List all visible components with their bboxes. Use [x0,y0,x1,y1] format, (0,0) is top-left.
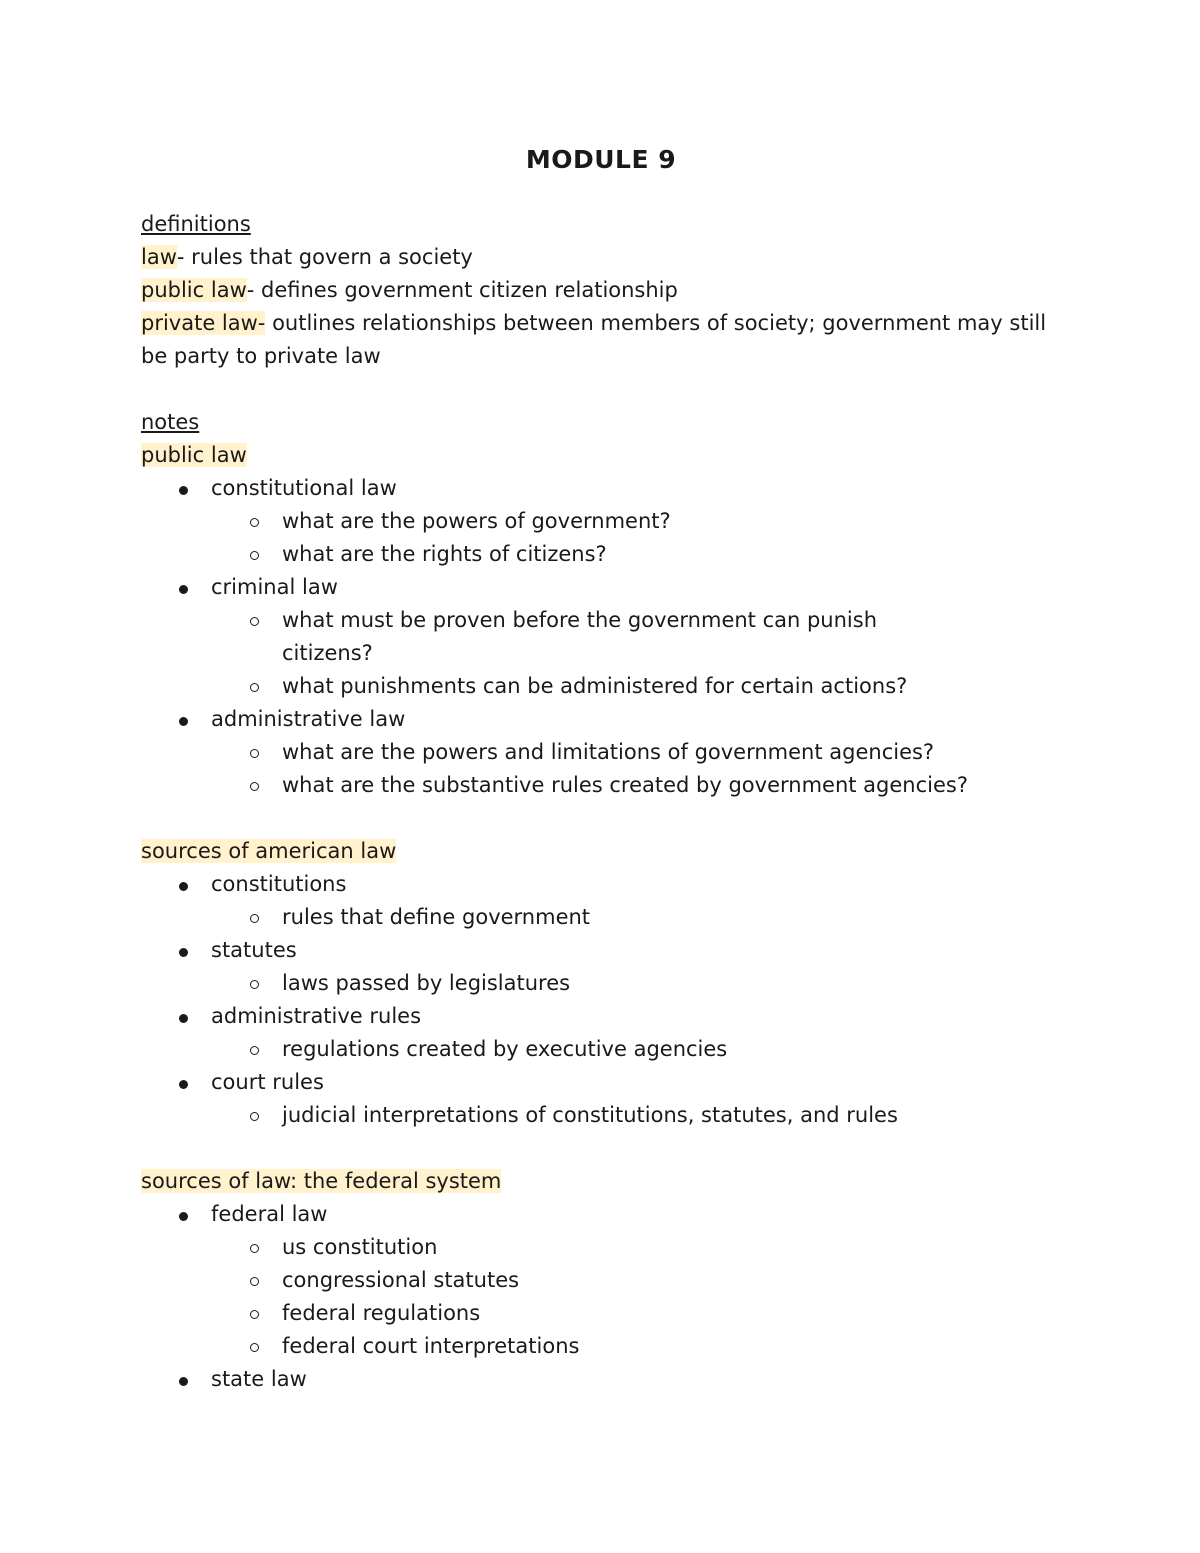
hollow-bullet-icon [250,1277,259,1286]
sub-list-item-label: what must be proven before the government can punish citizens? [282,608,878,665]
definition-text: defines government citizen relationship [261,278,678,302]
sub-list-item [141,538,1061,571]
definitions-section [141,208,1061,241]
hollow-bullet-icon [250,551,259,560]
hollow-bullet-icon [250,683,259,692]
definition-term: private law- [141,311,266,335]
list-item-label: criminal law [211,575,338,599]
sub-list-item [141,1033,1061,1066]
spacer [141,1132,1061,1165]
sub-list-item [141,1264,1061,1297]
hollow-bullet-icon [250,1244,259,1253]
sub-list-item-label: congressional statutes [282,1268,520,1292]
hollow-bullet-icon [250,749,259,758]
definition-separator: - [176,245,192,269]
spacer [141,802,1061,835]
hollow-bullet-icon [250,782,259,791]
list-item-label: state law [211,1367,307,1391]
sub-list-item-label: federal regulations [282,1301,481,1325]
sub-list-item [141,967,1061,1000]
sub-list-item [141,1297,1061,1330]
list-item-label: constitutions [211,872,347,896]
hollow-bullet-icon [250,1046,259,1055]
sources-american-subheading-row [141,835,1061,868]
document-page [141,138,1061,1396]
list-item-label: statutes [211,938,297,962]
definition-private-law [141,307,1061,373]
hollow-bullet-icon [250,1112,259,1121]
sub-list-item-label: what are the powers and limitations of government agencies? [282,740,935,764]
list-item [141,1066,1061,1099]
bullet-icon [179,1014,188,1023]
sub-list-item-label: what are the powers of government? [282,509,671,533]
sub-list-item [141,1099,1061,1132]
sub-list-item [141,505,1061,538]
sub-list-item-label: federal court interpretations [282,1334,580,1358]
bullet-icon [179,1212,188,1221]
list-item [141,571,1061,604]
list-item-label: constitutional law [211,476,397,500]
bullet-icon [179,486,188,495]
public-law-subheading-row [141,439,1061,472]
sub-list-item [141,1330,1061,1363]
sub-list-item-label: what punishments can be administered for certain actions? [282,674,908,698]
bullet-icon [179,717,188,726]
bullet-icon [179,585,188,594]
list-item [141,472,1061,505]
sources-federal-list [141,1198,1061,1396]
sources-federal-subheading: sources of law: the federal system [141,1169,502,1193]
sub-list-item-label: laws passed by legislatures [282,971,571,995]
list-item [141,1198,1061,1231]
hollow-bullet-icon [250,1343,259,1352]
definition-text: outlines relationships between members of society; government may still be party to private law [141,311,1047,368]
sub-list-item-label: what are the rights of citizens? [282,542,607,566]
list-item [141,703,1061,736]
sub-list-item-label: regulations created by executive agencies [282,1037,728,1061]
sources-american-subheading: sources of american law [141,839,397,863]
bullet-icon [179,882,188,891]
sub-list-item [141,1231,1061,1264]
hollow-bullet-icon [250,518,259,527]
sub-list-item [141,670,1061,703]
public-law-list [141,472,1061,802]
definition-term: law [141,245,177,269]
sub-list-item [141,736,1061,769]
definitions-heading: definitions [141,212,251,236]
definition-public-law [141,274,1061,307]
sub-list-item [141,604,1061,670]
sub-list-item-label: what are the substantive rules created by government agencies? [282,773,968,797]
list-item-label: federal law [211,1202,328,1226]
list-item-label: court rules [211,1070,324,1094]
sub-list-item-label: rules that define government [282,905,591,929]
sub-list-item [141,901,1061,934]
spacer [141,373,1061,406]
definition-text: rules that govern a society [191,245,473,269]
list-item [141,868,1061,901]
document-title: MODULE 9 [525,145,677,174]
notes-section [141,406,1061,439]
sub-list-item [141,769,1061,802]
notes-heading: notes [141,410,200,434]
hollow-bullet-icon [250,980,259,989]
sub-list-item-label: us constitution [282,1235,438,1259]
definition-term: public law [141,278,247,302]
definition-law [141,241,1061,274]
list-item-label: administrative law [211,707,406,731]
list-item [141,934,1061,967]
list-item [141,1363,1061,1396]
bullet-icon [179,1377,188,1386]
sources-american-list [141,868,1061,1132]
list-item-label: administrative rules [211,1004,422,1028]
sub-list-item-label: judicial interpretations of constitutions, statutes, and rules [282,1103,898,1127]
bullet-icon [179,948,188,957]
definition-separator: - [246,278,262,302]
hollow-bullet-icon [250,617,259,626]
sources-federal-subheading-row [141,1165,1061,1198]
public-law-subheading: public law [141,443,247,467]
hollow-bullet-icon [250,1310,259,1319]
bullet-icon [179,1080,188,1089]
list-item [141,1000,1061,1033]
hollow-bullet-icon [250,914,259,923]
